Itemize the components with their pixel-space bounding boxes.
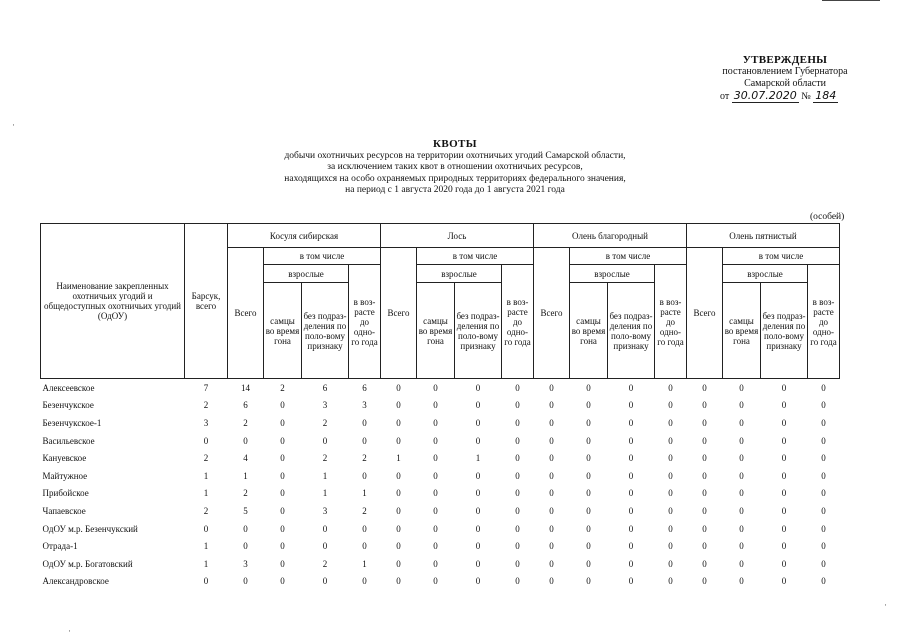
quota-value-cell: 0 [781, 400, 787, 411]
quota-value-cell: 0 [668, 400, 673, 411]
quota-value-cell: 0 [362, 576, 367, 587]
hunting-ground-name: Прибойское [42, 488, 89, 499]
quota-value-cell: 0 [433, 382, 438, 393]
quota-value-cell: 0 [781, 505, 787, 516]
quota-value-cell: 0 [702, 470, 707, 481]
quota-value-cell: 0 [433, 470, 438, 481]
quota-value-cell: 0 [280, 523, 285, 534]
quota-value-cell: 0 [668, 541, 673, 552]
scan-mark: · [12, 120, 15, 130]
quota-value-cell: 0 [515, 382, 520, 393]
quota-value-cell: 0 [475, 417, 481, 428]
quota-value-cell: 1 [362, 558, 367, 569]
header-adults: взрослые [723, 265, 808, 283]
quota-value-cell: 0 [668, 382, 673, 393]
quota-value-cell: 0 [433, 400, 438, 411]
quota-value-cell: 0 [549, 417, 554, 428]
quota-value-cell: 0 [586, 417, 591, 428]
table-row [41, 502, 840, 520]
header-badger-total: Барсук, всего [185, 224, 228, 379]
date-prefix: от [720, 91, 730, 102]
title-line-4: на период с 1 августа 2020 года до 1 августа 2021 года [345, 185, 565, 195]
quota-value-cell: 0 [280, 558, 285, 569]
table-row [41, 537, 840, 555]
quota-value-cell: 0 [515, 453, 520, 464]
quota-value-cell: 0 [739, 382, 744, 393]
quota-table [40, 223, 840, 590]
quota-value-cell: 0 [515, 523, 520, 534]
title-line-3: находящихся на особо охраняемых природных территориях федерального значения, [284, 173, 626, 184]
quota-value-cell: 0 [362, 470, 367, 481]
table-row [41, 397, 840, 415]
handwritten-date: 30.07.2020 [733, 89, 797, 102]
quota-value-cell: 0 [475, 400, 481, 411]
quota-value-cell: 2 [243, 488, 248, 499]
table-row [41, 520, 840, 538]
quota-value-cell: 5 [243, 505, 248, 516]
approval-line-1: постановлением Губернатора [722, 66, 848, 77]
quota-value-cell: 0 [549, 505, 554, 516]
quota-value-cell: 0 [668, 523, 673, 534]
header-species-red-deer: Олень благородный [534, 224, 687, 248]
header-no-sex-division: без подраз-деления по поло-вому признаку [761, 283, 808, 379]
hunting-ground-name: Майтужное [42, 470, 88, 481]
header-total: Всего [381, 248, 417, 379]
header-males-rut: самцы во время гона [264, 283, 302, 379]
quota-value-cell: 1 [203, 470, 209, 481]
quota-value-cell: 0 [322, 541, 328, 552]
quota-value-cell: 0 [280, 435, 285, 446]
quota-value-cell: 0 [781, 453, 787, 464]
quota-value-cell: 0 [280, 576, 285, 587]
quota-value-cell: 0 [628, 558, 634, 569]
quota-value-cell: 0 [739, 470, 744, 481]
quota-value-cell: 0 [396, 417, 401, 428]
quota-value-cell: 0 [821, 523, 826, 534]
title-line-2: за исключением таких квот в отношении охотничьих ресурсов, [327, 162, 583, 172]
quota-value-cell: 0 [586, 382, 591, 393]
quota-value-cell: 0 [362, 417, 367, 428]
quota-value-cell: 0 [781, 435, 787, 446]
header-including: в том числе [723, 248, 840, 265]
quota-value-cell: 0 [475, 435, 481, 446]
header-including: в том числе [264, 248, 381, 265]
quota-value-cell: 0 [586, 541, 591, 552]
quota-value-cell: 0 [433, 576, 438, 587]
approval-date-line [700, 90, 870, 103]
quota-value-cell: 1 [396, 453, 401, 464]
quota-value-cell: 0 [396, 558, 401, 569]
quota-value-cell: 3 [243, 558, 248, 569]
quota-value-cell: 0 [702, 417, 707, 428]
hunting-ground-name: Алексеевское [42, 382, 95, 393]
quota-value-cell: 0 [628, 435, 634, 446]
header-total: Всего [534, 248, 570, 379]
quota-value-cell: 0 [549, 470, 554, 481]
quota-value-cell: 0 [739, 558, 744, 569]
quota-value-cell: 0 [243, 576, 248, 587]
quota-value-cell: 0 [586, 400, 591, 411]
quota-value-cell: 3 [203, 417, 209, 428]
quota-value-cell: 0 [362, 435, 367, 446]
quota-value-cell: 2 [203, 453, 209, 464]
quota-value-cell: 0 [549, 435, 554, 446]
quota-value-cell: 0 [739, 400, 744, 411]
quota-value-cell: 0 [433, 435, 438, 446]
quota-value-cell: 0 [628, 453, 634, 464]
quota-value-cell: 0 [433, 523, 438, 534]
quota-value-cell: 1 [475, 453, 481, 464]
quota-value-cell: 4 [243, 453, 248, 464]
quota-value-cell: 0 [322, 523, 328, 534]
quota-value-cell: 0 [781, 541, 787, 552]
quota-value-cell: 0 [586, 488, 591, 499]
quota-value-cell: 0 [702, 505, 707, 516]
quota-value-cell: 0 [203, 435, 209, 446]
table-row [41, 555, 840, 573]
quota-value-cell: 0 [668, 576, 673, 587]
document-title [250, 139, 660, 197]
table-row [41, 573, 840, 591]
quota-value-cell: 0 [739, 541, 744, 552]
quota-value-cell: 3 [322, 505, 328, 516]
quota-value-cell: 0 [475, 382, 481, 393]
quota-value-cell: 0 [396, 576, 401, 587]
quota-value-cell: 6 [243, 400, 248, 411]
header-including: в том числе [417, 248, 534, 265]
quota-value-cell: 0 [586, 470, 591, 481]
quota-value-cell: 0 [515, 488, 520, 499]
table-row [41, 379, 840, 397]
quota-value-cell: 0 [475, 558, 481, 569]
header-no-sex-division: без подраз-деления по поло-вому признаку [455, 283, 502, 379]
quota-value-cell: 0 [668, 505, 673, 516]
quota-value-cell: 0 [515, 541, 520, 552]
quota-value-cell: 6 [362, 382, 367, 393]
table-row [41, 467, 840, 485]
hunting-ground-name: Отрада-1 [42, 541, 78, 552]
quota-value-cell: 0 [280, 470, 285, 481]
header-total: Всего [228, 248, 264, 379]
number-sign: № [801, 91, 811, 102]
quota-value-cell: 0 [433, 505, 438, 516]
header-total: Всего [687, 248, 723, 379]
quota-value-cell: 2 [322, 453, 328, 464]
quota-value-cell: 0 [362, 523, 367, 534]
quota-value-cell: 0 [702, 400, 707, 411]
table-row [41, 414, 840, 432]
quota-value-cell: 6 [322, 382, 328, 393]
header-species-elk: Лось [381, 224, 534, 248]
approval-heading: УТВЕРЖДЕНЫ [742, 54, 828, 66]
quota-value-cell: 0 [821, 541, 826, 552]
quota-value-cell: 0 [280, 400, 285, 411]
quota-value-cell: 0 [549, 382, 554, 393]
quota-value-cell: 0 [628, 505, 634, 516]
header-males-rut: самцы во время гона [570, 283, 608, 379]
quota-value-cell: 0 [702, 523, 707, 534]
quota-value-cell: 0 [739, 488, 744, 499]
quota-value-cell: 0 [781, 576, 787, 587]
quota-value-cell: 0 [739, 576, 744, 587]
quota-value-cell: 0 [396, 470, 401, 481]
quota-value-cell: 0 [628, 470, 634, 481]
quota-value-cell: 0 [668, 453, 673, 464]
quota-value-cell: 0 [549, 453, 554, 464]
quota-value-cell: 0 [781, 523, 787, 534]
hunting-ground-name: ОдОУ м.р. Богатовский [42, 558, 133, 569]
quota-value-cell: 0 [433, 453, 438, 464]
header-under-one-year: в воз-расте до одно-го года [808, 265, 840, 379]
header-species-roe-deer: Косуля сибирская [228, 224, 381, 248]
quota-value-cell: 0 [280, 488, 285, 499]
quota-value-cell: 0 [702, 488, 707, 499]
header-males-rut: самцы во время гона [417, 283, 455, 379]
quota-value-cell: 1 [203, 558, 209, 569]
header-under-one-year: в воз-расте до одно-го года [349, 265, 381, 379]
quota-value-cell: 0 [781, 558, 787, 569]
quota-value-cell: 0 [821, 505, 826, 516]
quota-value-cell: 0 [396, 435, 401, 446]
quota-value-cell: 0 [396, 523, 401, 534]
quota-value-cell: 0 [549, 541, 554, 552]
quota-value-cell: 0 [243, 541, 248, 552]
scan-mark: · [68, 626, 71, 636]
top-edge-line [822, 0, 880, 1]
quota-value-cell: 2 [203, 505, 209, 516]
quota-value-cell: 0 [475, 488, 481, 499]
quota-value-cell: 0 [280, 505, 285, 516]
quota-value-cell: 0 [668, 558, 673, 569]
header-no-sex-division: без подраз-деления по поло-вому признаку [608, 283, 655, 379]
table-row [41, 432, 840, 450]
quota-value-cell: 0 [821, 558, 826, 569]
quota-value-cell: 14 [241, 382, 250, 393]
quota-value-cell: 0 [586, 435, 591, 446]
quota-value-cell: 0 [628, 382, 634, 393]
quota-value-cell: 0 [739, 453, 744, 464]
quota-value-cell: 0 [549, 488, 554, 499]
header-hunting-grounds: Наименование закрепленных охотничьих угодий и общедоступных охотничьих угодий (ОдОУ) [41, 224, 185, 379]
quota-value-cell: 0 [549, 558, 554, 569]
quota-value-cell: 0 [515, 505, 520, 516]
quota-value-cell: 0 [702, 558, 707, 569]
quota-value-cell: 0 [628, 541, 634, 552]
quota-value-cell: 0 [475, 470, 481, 481]
quota-value-cell: 2 [243, 417, 248, 428]
quota-value-cell: 0 [549, 523, 554, 534]
quota-value-cell: 0 [739, 523, 744, 534]
quota-value-cell: 0 [668, 417, 673, 428]
quota-value-cell: 0 [702, 576, 707, 587]
quota-value-cell: 0 [739, 505, 744, 516]
header-species-sika-deer: Олень пятнистый [687, 224, 840, 248]
quota-table-body [41, 379, 840, 591]
quota-value-cell: 0 [821, 488, 826, 499]
quota-value-cell: 0 [280, 453, 285, 464]
quota-value-cell: 0 [515, 558, 520, 569]
quota-value-cell: 0 [475, 523, 481, 534]
quota-value-cell: 0 [433, 488, 438, 499]
approval-stamp [700, 54, 870, 103]
quota-value-cell: 0 [586, 558, 591, 569]
quota-value-cell: 0 [668, 470, 673, 481]
quota-value-cell: 0 [515, 470, 520, 481]
quota-value-cell: 0 [821, 576, 826, 587]
title-line-1: добычи охотничьих ресурсов на территории охотничьих угодий Самарской области, [284, 150, 626, 161]
quota-value-cell: 1 [322, 488, 328, 499]
approval-line-2: Самарской области [744, 78, 826, 89]
quota-value-cell: 2 [362, 505, 367, 516]
quota-value-cell: 0 [515, 576, 520, 587]
quota-value-cell: 2 [203, 400, 209, 411]
quota-value-cell: 0 [702, 541, 707, 552]
hunting-ground-name: Васильевское [42, 435, 95, 446]
header-including: в том числе [570, 248, 687, 265]
quota-value-cell: 7 [203, 382, 209, 393]
quota-value-cell: 0 [821, 453, 826, 464]
quota-value-cell: 0 [781, 488, 787, 499]
header-males-rut: самцы во время гона [723, 283, 761, 379]
quota-value-cell: 1 [203, 488, 209, 499]
quota-value-cell: 0 [739, 435, 744, 446]
header-no-sex-division: без подраз-деления по поло-вому признаку [302, 283, 349, 379]
header-adults: взрослые [264, 265, 349, 283]
hunting-ground-name: ОдОУ м.р. Безенчукский [42, 523, 138, 534]
quota-value-cell: 0 [821, 435, 826, 446]
quota-value-cell: 0 [396, 541, 401, 552]
quota-value-cell: 0 [475, 576, 481, 587]
quota-value-cell: 0 [549, 576, 554, 587]
quota-value-cell: 0 [821, 417, 826, 428]
unit-note: (особей) [810, 212, 845, 222]
title-main: КВОТЫ [432, 138, 477, 150]
quota-value-cell: 0 [243, 435, 248, 446]
quota-value-cell: 0 [628, 523, 634, 534]
quota-value-cell: 0 [821, 470, 826, 481]
handwritten-number: 184 [815, 89, 837, 102]
quota-value-cell: 0 [515, 400, 520, 411]
quota-value-cell: 0 [628, 576, 634, 587]
hunting-ground-name: Кануевское [42, 453, 87, 464]
quota-value-cell: 0 [781, 417, 787, 428]
quota-value-cell: 0 [433, 558, 438, 569]
quota-value-cell: 1 [322, 470, 328, 481]
hunting-ground-name: Безенчукское-1 [42, 417, 102, 428]
quota-value-cell: 0 [203, 576, 209, 587]
quota-value-cell: 0 [781, 382, 787, 393]
quota-value-cell: 0 [515, 417, 520, 428]
quota-value-cell: 0 [280, 541, 285, 552]
quota-value-cell: 0 [586, 453, 591, 464]
quota-value-cell: 0 [396, 505, 401, 516]
quota-value-cell: 0 [475, 505, 481, 516]
quota-value-cell: 0 [280, 417, 285, 428]
quota-value-cell: 0 [586, 523, 591, 534]
table-row [41, 485, 840, 503]
quota-value-cell: 0 [322, 435, 328, 446]
quota-value-cell: 0 [549, 400, 554, 411]
quota-value-cell: 0 [668, 435, 673, 446]
quota-value-cell: 0 [322, 576, 328, 587]
quota-value-cell: 1 [243, 470, 248, 481]
hunting-ground-name: Безенчукское [42, 400, 94, 411]
quota-value-cell: 0 [702, 382, 707, 393]
quota-value-cell: 3 [322, 400, 328, 411]
quota-value-cell: 0 [821, 400, 826, 411]
quota-value-cell: 0 [586, 576, 591, 587]
quota-value-cell: 0 [433, 417, 438, 428]
scan-mark: · [884, 600, 887, 610]
quota-value-cell: 0 [702, 453, 707, 464]
quota-value-cell: 0 [821, 382, 826, 393]
quota-value-cell: 0 [628, 417, 634, 428]
quota-value-cell: 0 [586, 505, 591, 516]
quota-value-cell: 0 [243, 523, 248, 534]
quota-value-cell: 1 [203, 541, 209, 552]
quota-value-cell: 3 [362, 400, 367, 411]
hunting-ground-name: Александровское [42, 576, 109, 587]
quota-value-cell: 2 [322, 417, 328, 428]
quota-value-cell: 0 [739, 417, 744, 428]
quota-value-cell: 0 [396, 382, 401, 393]
quota-value-cell: 1 [362, 488, 367, 499]
quota-value-cell: 2 [322, 558, 328, 569]
quota-value-cell: 2 [362, 453, 367, 464]
quota-value-cell: 0 [396, 488, 401, 499]
quota-value-cell: 2 [280, 382, 285, 393]
header-adults: взрослые [417, 265, 502, 283]
quota-value-cell: 0 [628, 400, 634, 411]
header-adults: взрослые [570, 265, 655, 283]
quota-value-cell: 0 [433, 541, 438, 552]
table-row [41, 449, 840, 467]
quota-value-cell: 0 [396, 400, 401, 411]
header-under-one-year: в воз-расте до одно-го года [502, 265, 534, 379]
quota-value-cell: 0 [668, 488, 673, 499]
quota-value-cell: 0 [628, 488, 634, 499]
header-under-one-year: в воз-расте до одно-го года [655, 265, 687, 379]
quota-value-cell: 0 [475, 541, 481, 552]
quota-value-cell: 0 [781, 470, 787, 481]
quota-value-cell: 0 [362, 541, 367, 552]
hunting-ground-name: Чапаевское [42, 505, 86, 516]
quota-value-cell: 0 [515, 435, 520, 446]
quota-value-cell: 0 [702, 435, 707, 446]
quota-value-cell: 0 [203, 523, 209, 534]
